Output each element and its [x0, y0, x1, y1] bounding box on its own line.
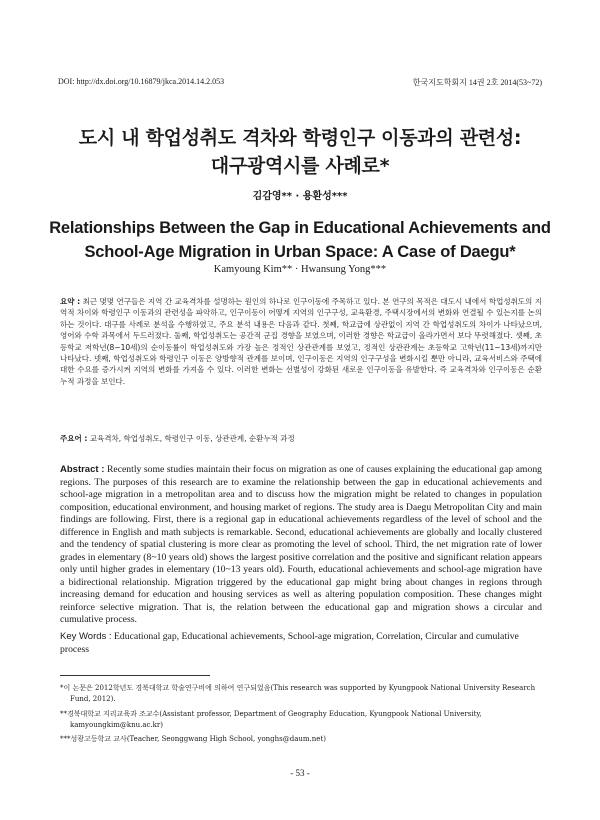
footnote-funding: *이 논문은 2012학년도 경북대학교 학술연구비에 의하여 연구되었음(This research was supported by Kyungpook National University Research Fund, 2012). [60, 684, 536, 704]
korean-authors: 김감영** · 용환성*** [252, 191, 348, 202]
journal-header: 한국지도학회지 14권 2호 2014(53~72) [412, 78, 542, 87]
footnote-author-2: ***성광고등학교 교사(Teacher, Seonggwang High School, yonghs@daum.net) [60, 735, 326, 744]
footnote-author-1: **경북대학교 지리교육과 조교수(Assistant professor, Department of Geography Education, Kyungpook National University, kamyoungkim@knu.ac.kr) [60, 709, 482, 729]
english-keywords [60, 631, 542, 656]
page-number: - 53 - [290, 768, 310, 778]
korean-abstract-text: 최근 몇몇 연구들은 지역 간 교육격차를 설명하는 원인의 하나로 인구이동에 주목하고 있다. 본 연구의 목적은 대도시 내에서 학업성취도의 지역적 차이와 학령인구 이동과의 관련성을 파악하고, 인구이동이 어떻게 지역의 인구구성, 교육환경, 주택시장에서의 변화와 연결될 수 있는지를 논의하는 것이다. 대구를 사례로 분석을 수행하였고, 주요 분석 내용은 다음과 같다. 첫째, 학교급에 상관없이 지역 간 학업성취도의 차이가 나타났으며, 영어와 수학 과목에서 두드러졌다. 둘째, 학업성취도는 공간적 군집 경향을 보였으며, 이러한 경향은 학교급이 올라가면서 보다 뚜렷해졌다. 셋째, 초등학교 저학년(8~10세)의 순이동률이 학업성취도와 가장 높은 정적인 상관관계를 보였고, 정적인 상관관계는 초등학교 고학년(11~13세)까지만 나타났다. 넷째, 학업성취도와 학령인구 이동은 양방향적 관계를 보이며, 인구이동은 지역의 인구구성을 변화시킬 뿐만 아니라, 교육서비스와 주택에 대한 수요를 증가시켜 지역의 변화를 가져올 수 있다. 이러한 변화는 선별성이 강화된 새로운 인구이동을 유발한다. 즉 교육격차와 인구이동은 순환누적 과정을 보인다. [60, 297, 542, 386]
english-keywords-text: Educational gap, Educational achievements, School-age migration, Correlation, Circular and cumulative process [60, 631, 519, 655]
doi-header: DOI: http://dx.doi.org/10.16879/jkca.2014.14.2.053 [58, 77, 225, 86]
korean-keywords [60, 433, 542, 444]
footnotes [60, 683, 542, 748]
korean-title [40, 124, 560, 180]
english-abstract-label: Abstract : [60, 464, 105, 475]
korean-keywords-text: 교육격차, 학업성취도, 학령인구 이동, 상관관계, 순환누적 과정 [87, 434, 295, 443]
english-title [40, 216, 560, 264]
footnote-divider [60, 675, 210, 676]
english-title-line-1: Relationships Between the Gap in Educational Achievements and [49, 219, 551, 237]
english-title-line-2: School-Age Migration in Urban Space: A Case of Daegu* [84, 243, 516, 261]
english-keywords-label: Key Words : [60, 631, 112, 642]
korean-abstract-label: 요약 : [60, 297, 81, 306]
korean-title-line-2: 대구광역시를 사례로* [210, 155, 390, 177]
english-authors: Kamyoung Kim** · Hwansung Yong*** [213, 264, 387, 275]
korean-title-line-1: 도시 내 학업성취도 격차와 학령인구 이동과의 관련성: [78, 127, 522, 149]
korean-keywords-label: 주요어 : [60, 434, 88, 443]
english-abstract-text: Recently some studies maintain their focus on migration as one of causes explaining the educational gap among regions. The purposes of this research are to examine the relationship between the gap in educational achievements and school-age migration in a metropolitan area and to discuss how the migration might be related to changes in population composition, educational environment, and housing market of regions. The study area is Daegu Metropolitan City and main findings are following. First, there is a regional gap in educational achievements regardless of the level of school and the difference in English and math subjects is remarkable. Second, educational achievements are globally and locally clustered and the tendency of spatial clustering is more clear as promoting the level of school. Third, the net migration rate of lower grades in elementary (8~10 years old) shows the largest positive correlation and the positive and significant relation appears only until higher grades in elementary (10~13 years old). Fourth, educational achievements and school-age migration have a bidirectional relationship. Migration triggered by the educational gap might bring about changes in regions through increasing demand for education and housing services as well as altering population composition. These changes might reinforce selective migration. That is, the relation between the educational gap and migration shows a circular and cumulative process. [60, 464, 543, 625]
english-abstract [60, 464, 542, 627]
korean-abstract [60, 296, 542, 387]
